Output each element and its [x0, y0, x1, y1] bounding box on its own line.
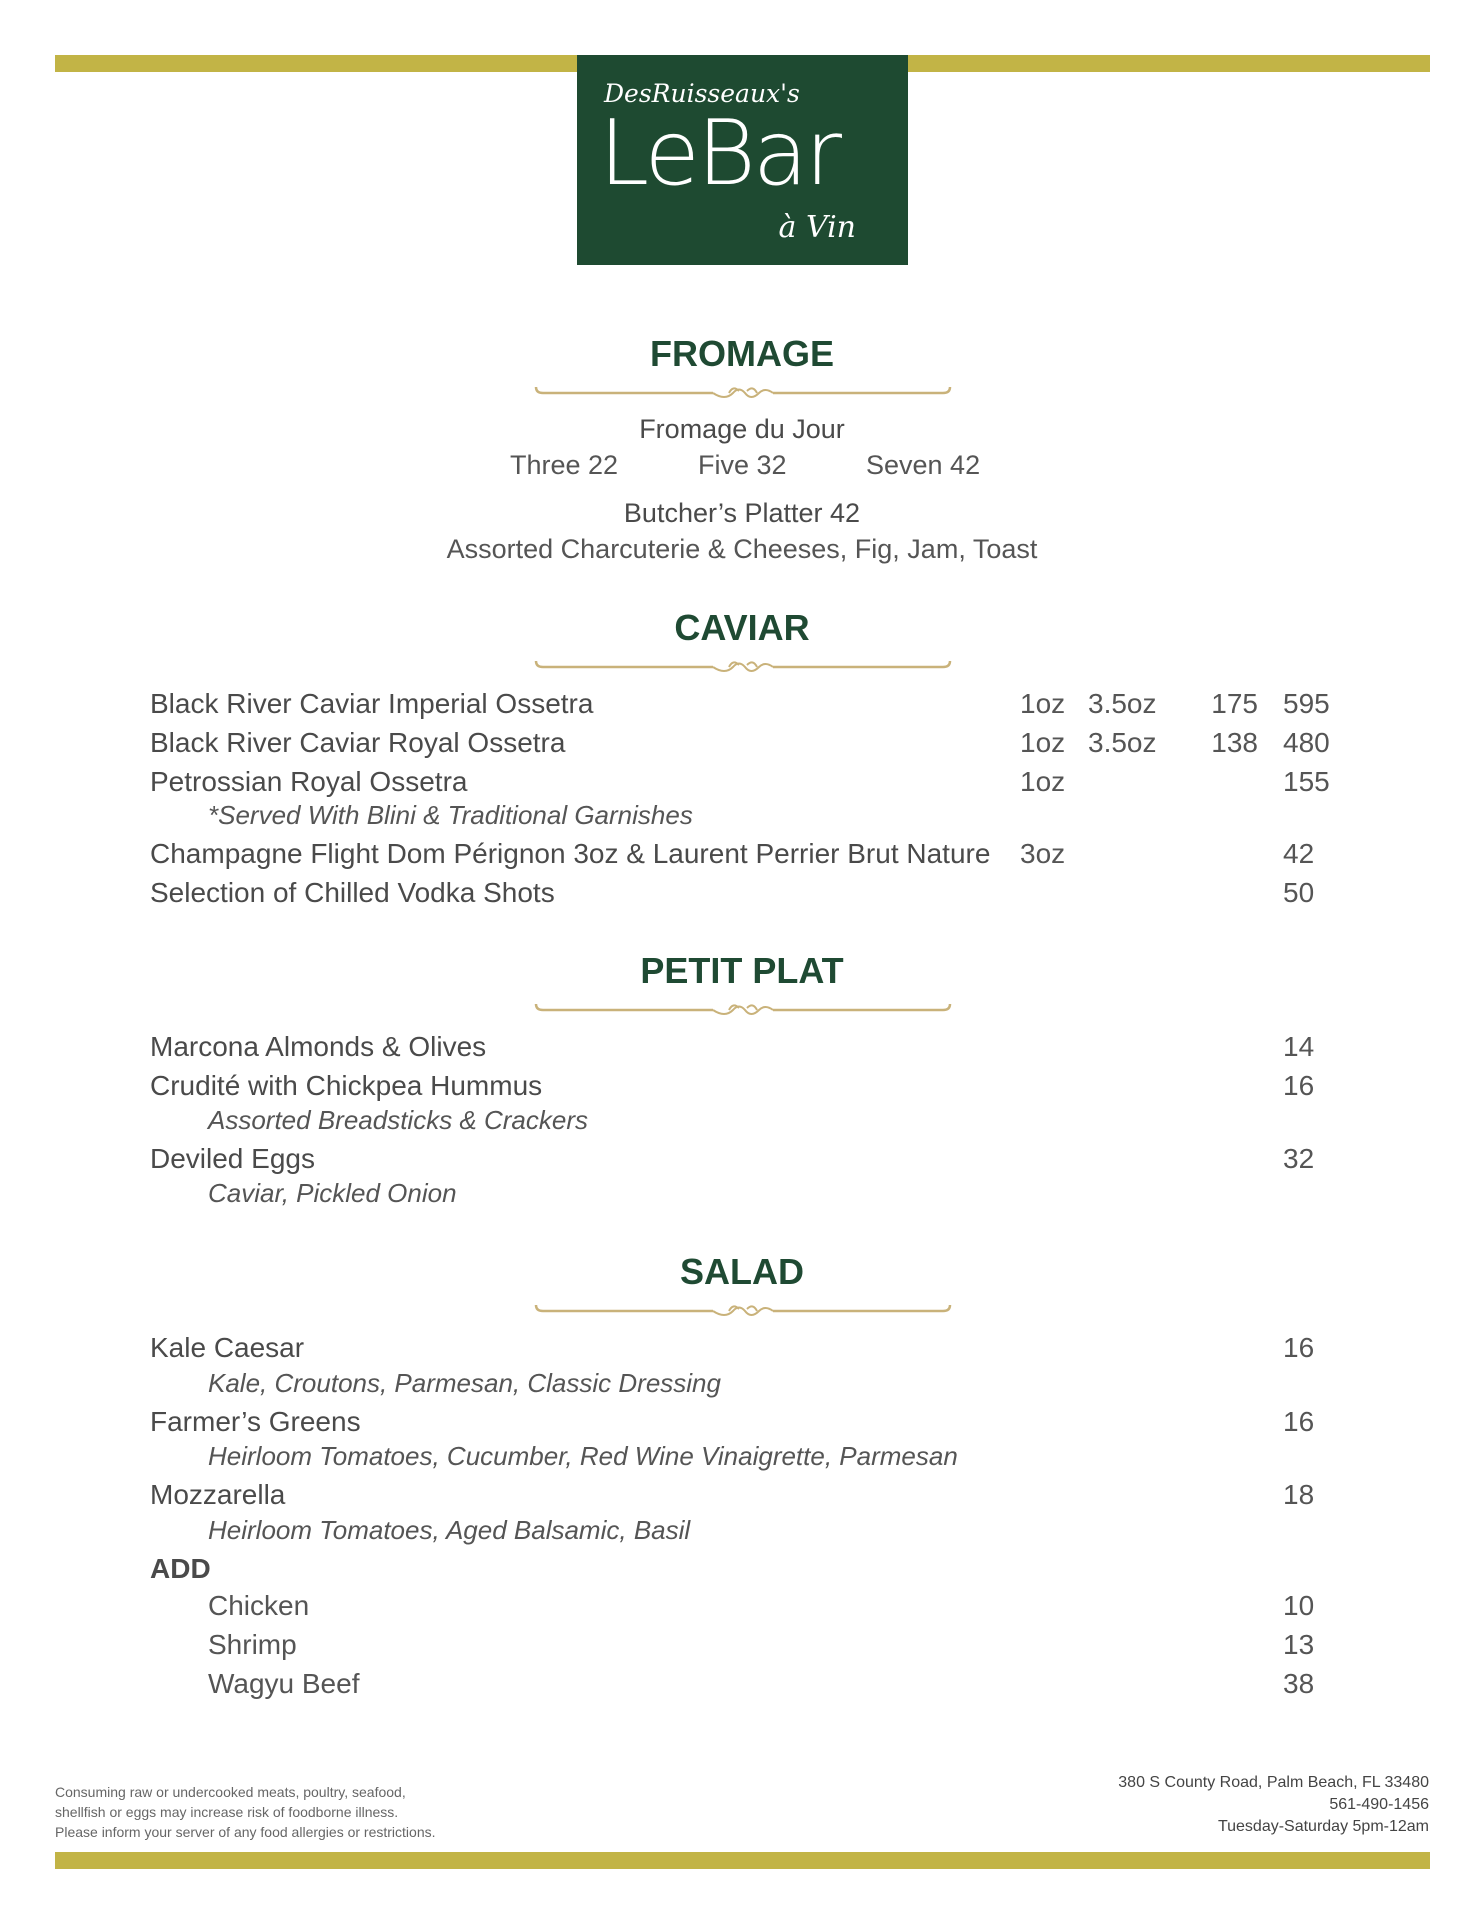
price: 16: [1283, 1406, 1315, 1437]
price: 32: [1283, 1143, 1315, 1174]
menu-item-desc: Assorted Breadsticks & Crackers: [208, 1105, 589, 1135]
price-3-5oz: 595: [1283, 688, 1330, 719]
section-heading-petit-plat: PETIT PLAT: [640, 950, 844, 991]
menu-item-desc: Caviar, Pickled Onion: [208, 1178, 457, 1208]
price: 10: [1283, 1590, 1315, 1621]
price: 14: [1283, 1031, 1315, 1062]
allergy-disclaimer: [55, 1782, 436, 1842]
price: 16: [1283, 1332, 1315, 1363]
address: 380 S County Road, Palm Beach, FL 33480: [1118, 1774, 1429, 1791]
price: 18: [1283, 1479, 1315, 1510]
fromage-tier-five: Five 32: [698, 450, 787, 480]
flourish-divider-icon: [533, 383, 953, 405]
contact-info: [1118, 1772, 1429, 1838]
price: 155: [1283, 766, 1330, 797]
menu-item-name: Marcona Almonds & Olives: [150, 1031, 487, 1062]
disclaimer-line: Consuming raw or undercooked meats, poultry, seafood,: [55, 1784, 406, 1800]
menu-item-desc: Kale, Croutons, Parmesan, Classic Dressing: [208, 1368, 721, 1398]
flourish-divider-icon: [533, 657, 953, 679]
section-heading-caviar: CAVIAR: [674, 607, 810, 648]
menu-item-name: Deviled Eggs: [150, 1143, 315, 1174]
addon-name: Chicken: [208, 1590, 310, 1621]
fromage-tier-three: Three 22: [510, 450, 619, 480]
menu-item-desc: Heirloom Tomatoes, Cucumber, Red Wine Vinaigrette, Parmesan: [208, 1441, 958, 1471]
flourish-divider-icon: [533, 1301, 953, 1323]
size-1oz: 1oz: [1020, 766, 1066, 797]
addon-name: Wagyu Beef: [208, 1668, 360, 1699]
menu-item-name: Crudité with Chickpea Hummus: [150, 1070, 543, 1101]
section-heading-salad: SALAD: [680, 1251, 804, 1292]
addon-name: Shrimp: [208, 1629, 297, 1660]
price-1oz: 138: [1211, 727, 1258, 758]
size-3-5oz: 3.5oz: [1088, 688, 1157, 719]
price-1oz: 175: [1211, 688, 1258, 719]
menu-item-name: Farmer’s Greens: [150, 1406, 361, 1437]
logo-suffix: à Vin: [778, 210, 856, 245]
size-3oz: 3oz: [1020, 838, 1066, 869]
logo-prefix: DesRuisseaux's: [604, 79, 800, 108]
add-label: ADD: [150, 1553, 211, 1584]
menu-item-desc: Heirloom Tomatoes, Aged Balsamic, Basil: [208, 1515, 691, 1545]
price: 38: [1283, 1668, 1315, 1699]
fromage-tier-seven: Seven 42: [866, 450, 981, 480]
disclaimer-line: Please inform your server of any food allergies or restrictions.: [55, 1824, 436, 1840]
menu-item-name: Petrossian Royal Ossetra: [150, 766, 468, 797]
butchers-platter-title: Butcher’s Platter 42: [623, 498, 861, 528]
menu-item-name: Mozzarella: [150, 1479, 286, 1510]
lebar-logo: [577, 55, 908, 265]
disclaimer-line: shellfish or eggs may increase risk of foodborne illness.: [55, 1804, 399, 1820]
menu-item-name: Black River Caviar Imperial Ossetra: [150, 688, 594, 719]
price: 16: [1283, 1070, 1315, 1101]
size-1oz: 1oz: [1020, 688, 1066, 719]
price: 13: [1283, 1629, 1315, 1660]
price: 42: [1283, 838, 1315, 869]
menu-item-name: Kale Caesar: [150, 1332, 305, 1363]
menu-item-name: Selection of Chilled Vodka Shots: [150, 877, 555, 908]
section-heading-fromage: FROMAGE: [650, 333, 834, 374]
menu-item-name: Black River Caviar Royal Ossetra: [150, 727, 566, 758]
fromage-du-jour-title: Fromage du Jour: [639, 414, 845, 444]
flourish-divider-icon: [533, 1000, 953, 1022]
butchers-platter-desc: Assorted Charcuterie & Cheeses, Fig, Jam, Toast: [446, 534, 1038, 564]
menu-item-name: Champagne Flight Dom Pérignon 3oz & Laurent Perrier Brut Nature: [150, 838, 991, 869]
size-3-5oz: 3.5oz: [1088, 727, 1157, 758]
caviar-serving-note: *Served With Blini & Traditional Garnishes: [208, 800, 693, 830]
price-3-5oz: 480: [1283, 727, 1330, 758]
logo-wordmark: LeBar: [599, 101, 840, 206]
price: 50: [1283, 877, 1315, 908]
bottom-gold-bar: [55, 1852, 1430, 1869]
size-1oz: 1oz: [1020, 727, 1066, 758]
phone: 561-490-1456: [1329, 1796, 1429, 1813]
hours: Tuesday-Saturday 5pm-12am: [1217, 1818, 1429, 1835]
